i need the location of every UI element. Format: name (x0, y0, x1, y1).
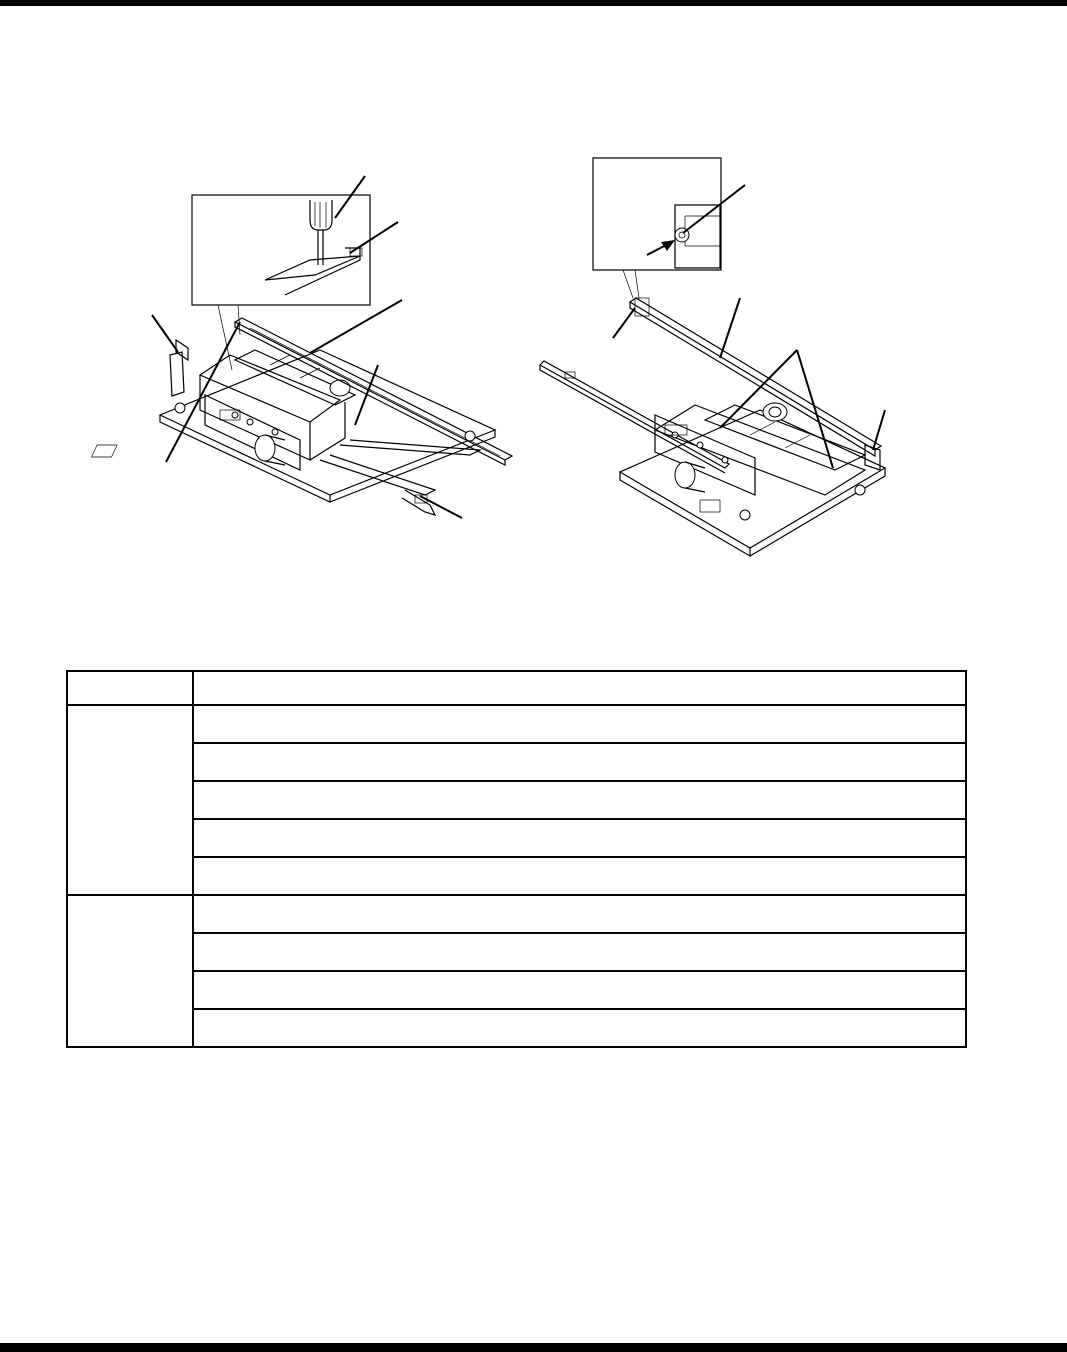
table-cell (193, 1009, 966, 1047)
table-header-row (67, 671, 966, 705)
reinstall-guide-assembly-drawing (535, 150, 905, 565)
leader-line (683, 185, 745, 233)
table-cell (193, 857, 966, 895)
leader-line (335, 176, 365, 218)
table-cell (193, 781, 966, 819)
screwdriver-icon (310, 200, 332, 265)
table-cell (193, 895, 966, 933)
table-cell (193, 743, 966, 781)
leader-line (166, 322, 240, 462)
leader-line (873, 410, 885, 450)
table-header-cell (67, 671, 193, 705)
arrow-icon (647, 240, 675, 255)
table-row (67, 895, 966, 933)
table-row (67, 1009, 966, 1047)
leader-line (613, 308, 635, 338)
callout-inset-frame (192, 195, 370, 305)
table-cell (193, 819, 966, 857)
table-row (67, 857, 966, 895)
page-bottom-rule (0, 1343, 1067, 1352)
parts-table (66, 670, 967, 1048)
remove-guide-assembly-figure (140, 160, 530, 530)
table-row (67, 705, 966, 743)
table-category-cell (67, 895, 193, 1047)
leader-line (420, 496, 462, 518)
leader-line (310, 300, 402, 353)
leader-line (355, 365, 378, 425)
table-header-cell (193, 671, 966, 705)
table-category-cell (67, 705, 193, 895)
remove-guide-assembly-drawing (140, 160, 530, 530)
table-row (67, 933, 966, 971)
reinstall-guide-assembly-figure (535, 150, 905, 565)
table-row (67, 819, 966, 857)
leader-line (720, 298, 740, 358)
leader-line (152, 315, 178, 352)
callout-inset-frame (593, 158, 721, 270)
leader-line (350, 222, 398, 253)
table-row (67, 781, 966, 819)
table-row (67, 971, 966, 1009)
page-top-rule (0, 0, 1067, 6)
table-row (67, 743, 966, 781)
table-cell (193, 705, 966, 743)
table-cell (193, 971, 966, 1009)
table-cell (193, 933, 966, 971)
